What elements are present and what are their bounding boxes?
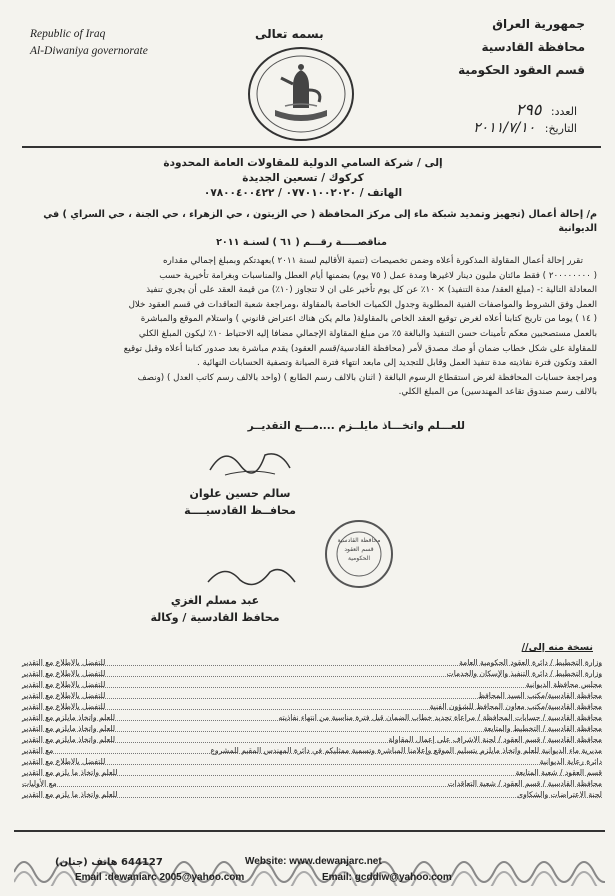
cc-recipient: محافظة القادسية / التخطيط والمتابعة [483,724,602,733]
addressee-block [33,156,573,201]
reference-label: العدد: [550,105,577,118]
body-line: بالعمل مستصحبين معكم تأمينات حسن التنفيذ والبالغة ٥٪ من مبلغ المقاولة الإجمالي مضافا إليه الاحتياط ١٠٪ ليكون المبلغ الكلي [138,328,597,339]
signatory-2-name: عبد مسلم الغزي [170,594,260,607]
header-left-english [30,26,148,60]
stamp-line-2: قسم العقود [344,546,374,553]
footer-email-2: Email: gcddiw@yahoo.com [322,872,452,883]
signatory-1 [165,485,315,519]
official-stamp-icon [325,520,393,588]
country-name-ar: جمهورية العراق [492,17,585,31]
body-line: تقرر إحالة أعمال المقاولة المذكورة أعلاه وضمن تخصيصات (تنمية الأقاليم لسنة ٢٠١١ )بعهدتكم وبمبلغ إجمالي مقداره [163,256,583,266]
body-line: ( ٢٠٠٠٠٠٠٠٠ ) فقط مائتان مليون دينار لاغيرها ومدة عمل ( ٧٥ يوم) بضمنها أيام العطل والمناسبات وبغرامة تأخيرية حسب [159,270,597,281]
cc-action: مع التقدير [22,746,54,755]
subject-block [17,208,597,250]
addressee-phone: الهاتف / ٠٧٧٠١٠٠٢٠٢٠ / ٠٧٨٠٠٤٠٠٤٢٢ [203,187,403,199]
signatory-2 [140,592,290,626]
reference-number [516,100,577,119]
governorate-name-en: Al-Diwaniya governorate [30,45,148,57]
cc-row [22,701,602,712]
cc-recipient: وزارة التخطيط / دائرة التنفيذ والإسكان والخدمات [446,669,602,678]
cc-action: للتفضل بالاطلاع مع التقدير [22,702,106,711]
body-line: العمل وفق الشروط والمواصفات الفنية المطلوبة وجدول الكميات الخاصة بالمقاولة ،ومراجعة شعبة التعاقدات في قسم العقود خلال [128,299,597,310]
letter-date [473,120,577,136]
cc-recipient: مديرية ماء الديوانية للعلم واتخاذ مايلزم بتسليم الموقع وإعلامنا المباشرة وتسمية ممثليكم في دائرة المهندس المقيم للمشروع [210,746,602,755]
body-line: المعادلة التالية :- (مبلغ العقد/ مدة التنفيذ) × ١٠٪ عن كل يوم تأخير على ان لا تتجاوز (١٠٪) من قيمة العقد على أن يجري تنفيذ [146,285,597,296]
governorate-logo-icon [245,44,357,144]
cc-action: للتفضل بالاطلاع مع التقدير [22,691,106,700]
cc-row [22,778,602,789]
cc-row [22,789,602,800]
cc-row [22,767,602,778]
signatory-2-title: محافظ القادسية / وكالة [150,611,280,624]
cc-action: للتفضل بالاطلاع مع التقدير [22,757,106,766]
cc-row [22,690,602,701]
basmala: بسمه تعالى [255,27,324,41]
cc-recipient: قسم العقود / شعبة المتابعة [515,768,602,777]
cc-recipient: محافظة القادسية / قسم العقود / شعبة التعاقدات [447,779,602,788]
cc-action: للتفضل بالاطلاع مع التقدير [22,669,106,678]
date-value: ٢٠١١/٧/١٠ [473,120,536,136]
footer-website: Website: www.dewanjarc.net [245,856,382,867]
cc-row [22,712,602,723]
subject-line-1 [17,208,597,236]
reference-value: ٢٩٥ [515,100,542,119]
cc-recipient: دائرة رعاية الديوانية [539,757,602,766]
cc-recipient: لجنة الاعتراضات والشكاوى [517,790,602,799]
date-label: التاريخ: [544,122,577,135]
cc-action: للعلم واتخاذ مايلزم مع التقدير [22,713,116,722]
cc-recipient: وزارة التخطيط / دائرة العقود الحكومية العامة [459,658,602,667]
cc-row [22,723,602,734]
cc-recipient: محافظة القادسية / حسابات المحافظة / مراعاة تجديد خطاب الضمان قبل فترة مناسبة من انتهاء نفاذيته [278,713,602,722]
body-line: ( ١٤ ) يوما من تاريخ كتابنا أعلاه لغرض توقيع العقد الخاص بالمقاولة( مالم يكن هناك اعتراض قانوني ) واستلام الموقع والمباشرة [140,314,597,325]
addressee-city: كركوك / تسعين الجديدة [242,172,364,184]
governorate-name-ar: محافظة القادسية [481,40,585,54]
signature-2-icon [200,560,300,594]
cc-row [22,657,602,668]
cc-action: للتفضل بالاطلاع مع التقدير [22,680,106,689]
signatory-1-name: سالم حسين علوان [189,487,291,500]
cc-row [22,745,602,756]
department-name-ar: قسم العقود الحكومية [458,63,585,77]
cc-row [22,679,602,690]
subject-label: م/ [586,209,597,220]
closing-line: للعـــلم واتخـــاذ مايلــزم ....مـــع التقديــر [247,420,465,432]
cc-row [22,734,602,745]
signature-1-icon [205,440,295,480]
header-divider [22,146,601,148]
stamp-line-1: محافظة القادسية [337,537,381,544]
cc-recipient: محافظة القادسية/مكتب السيد المحافظ [477,691,602,700]
stamp-line-3: الحكومية [347,555,371,562]
cc-recipient: مجلس محافظة الديوانية [525,680,602,689]
cc-action: مع الأوليات [22,779,57,788]
body-line: للمقاولة على شكل خطاب ضمان أو صك مصدق لأمر (محافظة القادسية/قسم العقود) يقدم مباشرة بعد صدور كتابنا أعلاه وقبل توقيع [123,343,597,354]
body-line: العقد وتكون فترة نفاذيته مدة تنفيذ العمل وقابل للتجديد إلى مابعد انتهاء فترة الصيانة وتصفية الحسابات النهائية . [196,358,597,369]
stamp-text [327,536,391,563]
addressee-name: إلى / شركة السامي الدولية للمقاولات العامة المحدودة [163,157,443,169]
cc-row [22,756,602,767]
cc-row [22,668,602,679]
cc-action: للعلم واتخاذ مايلزم مع التقدير [22,724,116,733]
footer-phone: 644127 هاتف (جنان) [55,857,163,868]
cc-recipient: محافظة القادسية / قسم العقود / لجنة الاشراف على إعمال المقاولة [388,735,602,744]
subject-title: إحالة أعمال (تجهيز وتمديد شبكة ماء إلى مركز المحافظة ( حي الزيتون ، حي الزهراء ، حي الجنة ، حي السراي ) في الديوانية [43,209,597,234]
letter-body [15,254,597,400]
cc-action: للعلم واتخاذ ما يلزم مع التقدير [22,790,118,799]
cc-action: للعلم واتخاذ ما يلزم مع التقدير [22,768,118,777]
cc-heading: نسخة منه إلى// [521,642,593,653]
cc-recipient: محافظة القادسية/مكتب معاون المحافظ للشؤون الفنية [429,702,602,711]
tender-number: مناقصـــــة رقـــم ( ٦١ ) لسنـة ٢٠١١ [216,237,387,248]
cc-action: للتفضل بالاطلاع مع التقدير [22,658,106,667]
footer-email-1: Email :dewaniarc 2005@yahoo.com [75,872,245,883]
cc-action: للعلم واتخاذ مايلزم مع التقدير [22,735,116,744]
body-line: ومراجعة حسابات المحافظة لغرض استقطاع الرسوم البالغة ( اثنان بالالف رسم الطابع ) (واحد بالالف رسم كاتب العدل ) (ونصف [137,372,597,383]
body-line: بالالف رسم صندوق تقاعد المهندسين) من المبلغ الكلي. [398,387,597,398]
header-right-arabic [458,13,585,82]
country-name-en: Republic of Iraq [30,28,106,40]
signatory-1-title: محافــظ القادسيــــة [184,504,296,517]
